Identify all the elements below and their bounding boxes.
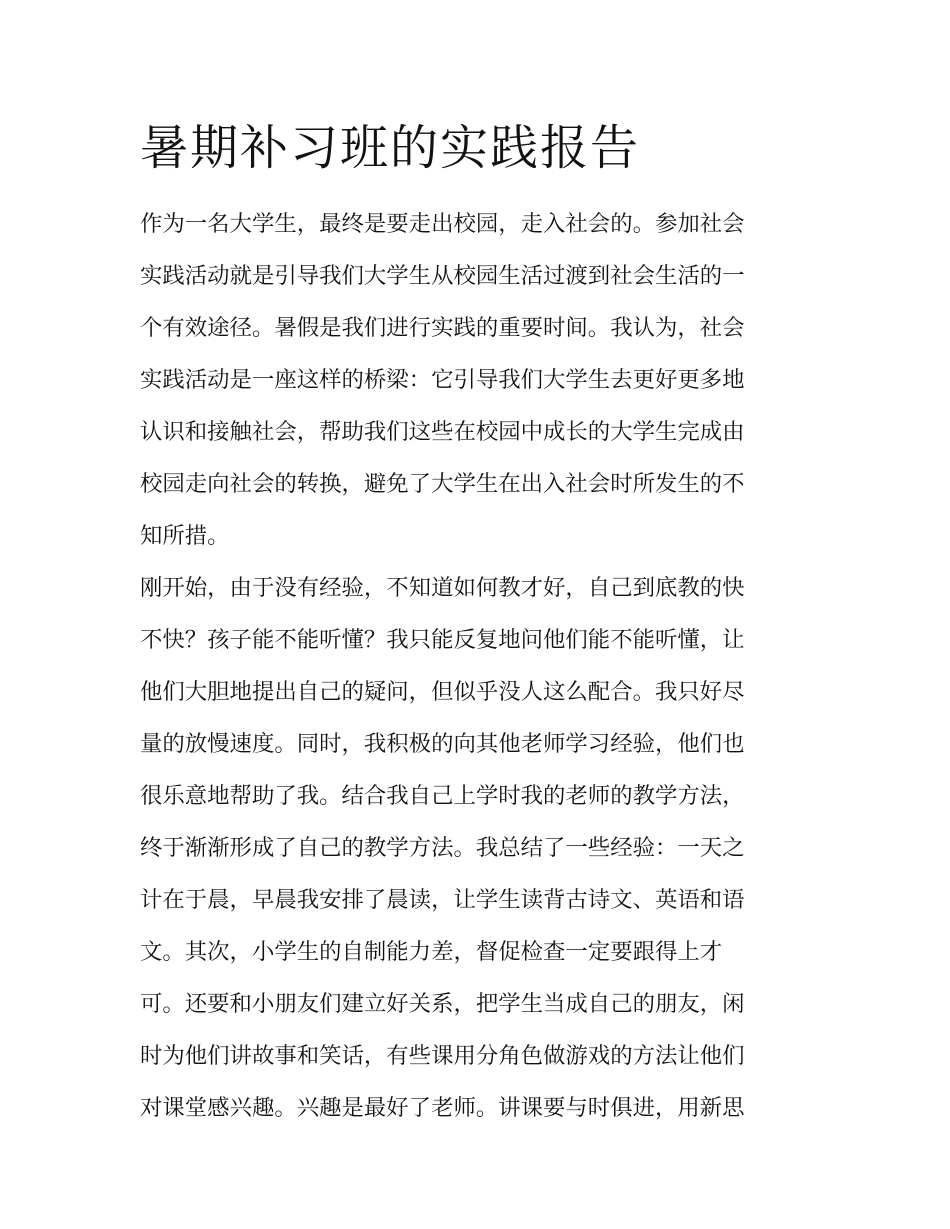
text-line: 他们大胆地提出自己的疑问，但似乎没人这么配合。我只好尽 [140, 679, 745, 705]
text-line: 校园走向社会的转换，避免了大学生在出入社会时所发生的不 [140, 471, 745, 497]
text-line: 作为一名大学生，最终是要走出校园，走入社会的。参加社会 [140, 211, 745, 237]
text-line: 可。还要和小朋友们建立好关系，把学生当成自己的朋友，闲 [140, 991, 745, 1017]
text-line: 对课堂感兴趣。兴趣是最好了老师。讲课要与时俱进，用新思 [140, 1095, 745, 1121]
text-line: 认识和接触社会，帮助我们这些在校园中成长的大学生完成由 [140, 419, 745, 445]
text-line: 实践活动是一座这样的桥梁：它引导我们大学生去更好更多地 [140, 367, 745, 393]
text-line: 知所措。 [140, 523, 230, 549]
text-line: 文。其次，小学生的自制能力差，督促检查一定要跟得上才 [140, 939, 723, 965]
text-line: 不快？孩子能不能听懂？我只能反复地问他们能不能听懂，让 [140, 627, 745, 653]
text-line: 计在于晨，早晨我安排了晨读，让学生读背古诗文、英语和语 [140, 887, 745, 913]
document-body [140, 198, 840, 1134]
text-line: 终于渐渐形成了自己的教学方法。我总结了一些经验：一天之 [140, 835, 745, 861]
text-line: 刚开始，由于没有经验，不知道如何教才好，自己到底教的快 [140, 575, 745, 601]
text-line: 很乐意地帮助了我。结合我自己上学时我的老师的教学方法， [140, 783, 745, 809]
text-line: 时为他们讲故事和笑话，有些课用分角色做游戏的方法让他们 [140, 1043, 745, 1069]
document-title: 暑期补习班的实践报告 [140, 120, 641, 176]
text-line: 量的放慢速度。同时，我积极的向其他老师学习经验，他们也 [140, 731, 745, 757]
text-line: 实践活动就是引导我们大学生从校园生活过渡到社会生活的一 [140, 263, 745, 289]
text-line: 个有效途径。暑假是我们进行实践的重要时间。我认为，社会 [140, 315, 745, 341]
